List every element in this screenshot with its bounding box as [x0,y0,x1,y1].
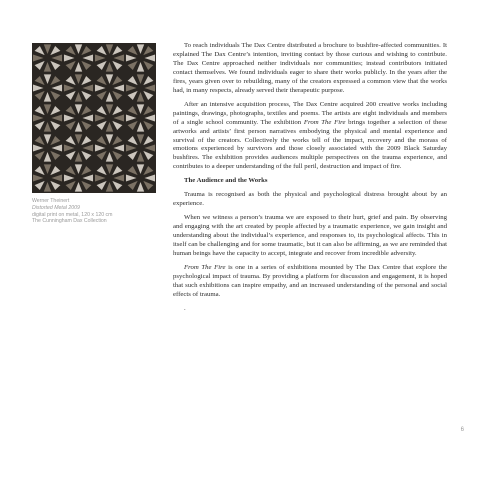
body-text [173,42,447,319]
section-heading: The Audience and the Works [184,177,268,185]
paragraph-3: Trauma is recognised as both the physical and psychological distress brought about by an experience. [173,191,447,208]
paragraph-4: When we witness a person’s trauma we are exposed to their hurt, grief and pain. By observing and engaging with the art created by people affected by a traumatic experience, we gain insight and understanding about the individual’s experience, and responses to, its psychological affects. This in itself can be challenging and for some traumatic, but it can also be affirming, as we are reminded that human beings have the capacity to accept, integrate and recover from incredible adversity. [173,214,447,258]
caption-artist: Werner Theinert [32,198,70,204]
paragraph-1: To reach individuals The Dax Centre distributed a brochure to bushfire-affected communities. It explained The Dax Centre’s intention, inviting contact by those curious and wishing to contribute. The Dax Centre approached neither individuals nor communities; instead contributors initiated contact themselves. We found individuals eager to share their works publicly. In the years after the fires, years given over to rebuilding, many of the creators expressed a common view that the works had, in many respects, already served their therapeutic purpose. [173,42,447,94]
paragraph-2: After an intensive acquisition process, The Dax Centre acquired 200 creative works including paintings, drawings, photographs, textiles and poems. The artists are eight individuals and members of a single school community. The exhibition From The Fire brings together a selection of these artworks and artists’ first person narratives embodying the physical and mental experience and survival of the creators. Collectively the works tell of the impact, recovery and the morass of emotions experienced by survivors and those closely associated with the 2009 Black Saturday bushfires. The exhibition provides audiences multiple perspectives on the trauma experience, and contributes to a deeper understanding of the full peril, destruction and impact of fire. [173,100,448,171]
caption-collection: The Cunningham Dax Collection [32,218,107,225]
paragraph-5: From The Fire is one in a series of exhibitions mounted by The Dax Centre that explore the psychological impact of trauma. By providing a platform for discussion and engagement, it is hoped that such exhibitions can inspire empathy, and an increased understanding of the personal and social effects of trauma. [173,263,448,298]
caption-medium: digital print on metal, 120 x 120 cm [32,211,113,218]
page-number: 6 [460,427,464,433]
distorted-metal-artwork [32,43,156,193]
caption-title: Distorted Metal 2009 [32,204,80,211]
trailing-dot: . [184,304,186,312]
artwork-image [32,43,156,193]
artwork-caption [32,198,162,225]
